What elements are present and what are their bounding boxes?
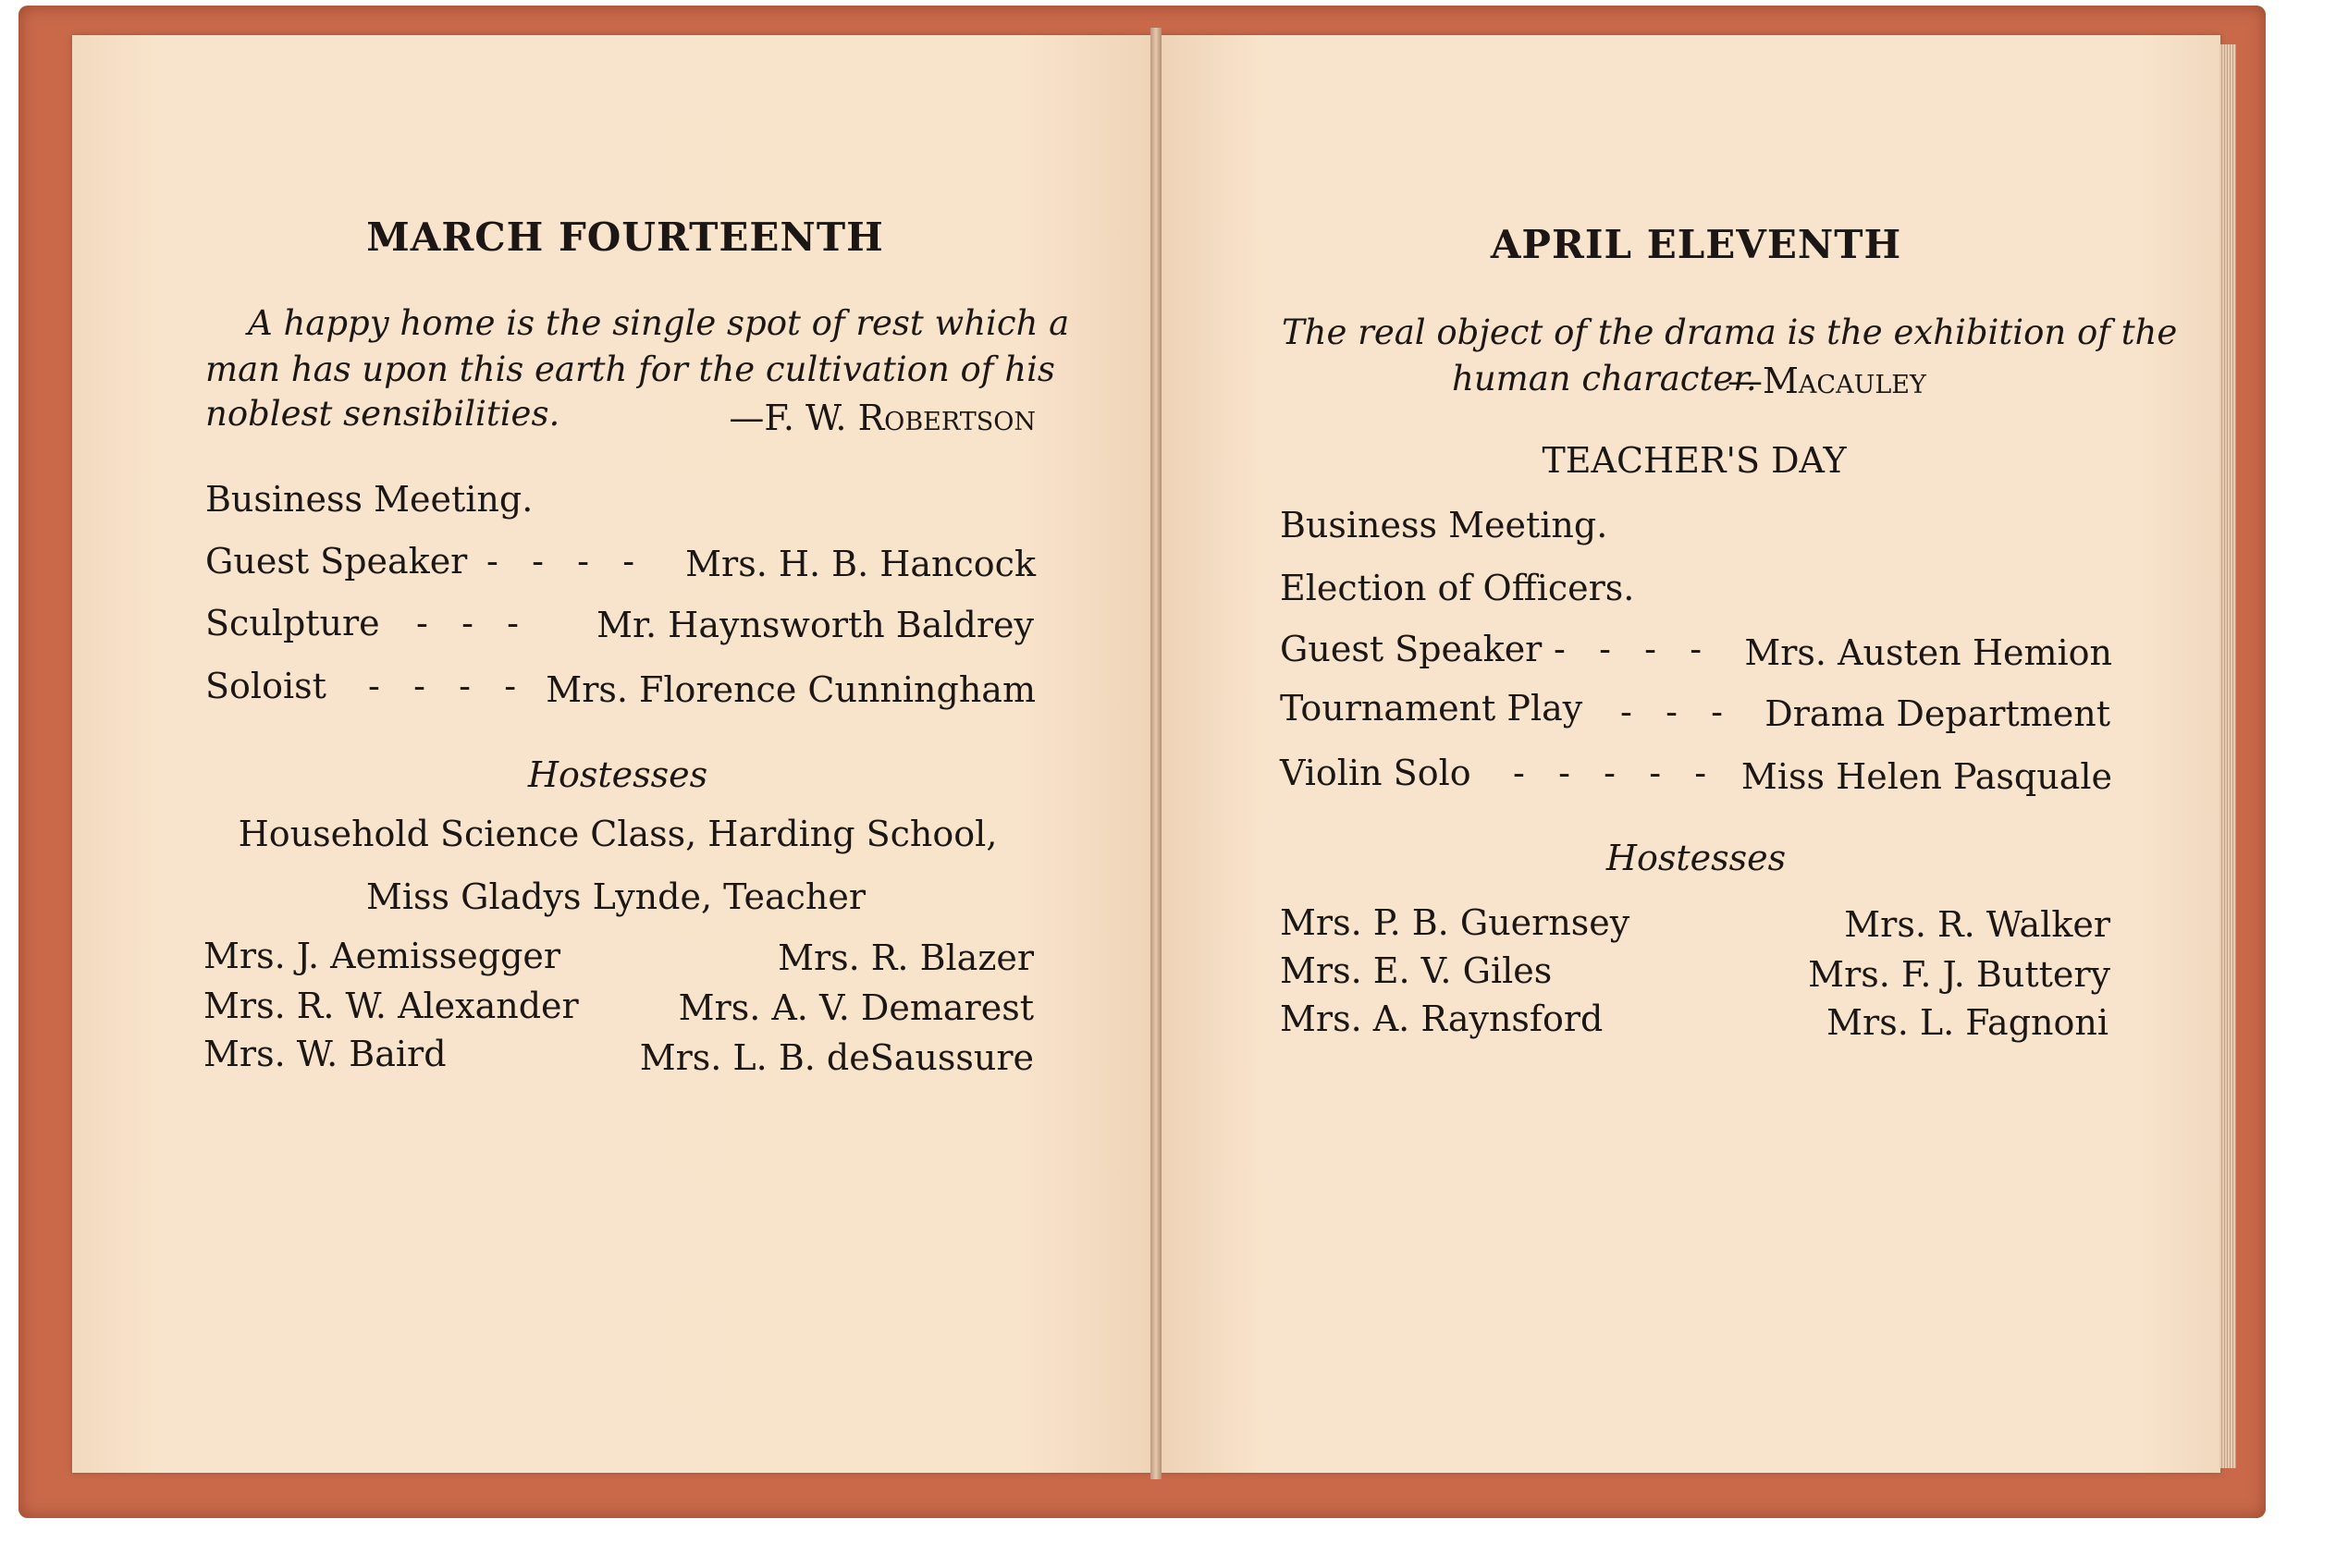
right-hostess-right-3: Mrs. L. Fagnoni xyxy=(1826,1002,2109,1043)
left-program-label-1: Guest Speaker xyxy=(205,541,468,582)
left-hostess-left-3: Mrs. W. Baird xyxy=(203,1034,447,1074)
left-hostesses-heading: Hostesses xyxy=(527,754,708,795)
left-program-dashes-3: - - - - xyxy=(368,666,517,706)
left-business-meeting: Business Meeting. xyxy=(205,479,534,520)
right-hostesses-heading: Hostesses xyxy=(1605,838,1787,878)
left-quote-line-2: man has upon this earth for the cultivation of his xyxy=(205,349,1055,389)
left-program-name-2: Mr. Haynsworth Baldrey xyxy=(596,605,1034,645)
left-hostess-left-1: Mrs. J. Aemissegger xyxy=(203,936,561,976)
right-hostess-left-1: Mrs. P. B. Guernsey xyxy=(1280,902,1630,943)
left-program-dashes-1: - - - - xyxy=(486,541,635,582)
right-program-label-1: Guest Speaker xyxy=(1280,629,1543,669)
right-hostess-left-2: Mrs. E. V. Giles xyxy=(1280,950,1553,991)
right-program-label-3: Violin Solo xyxy=(1280,753,1471,793)
left-quote-author: —F. W. Robertson xyxy=(729,398,1036,438)
left-quote-line-3: noblest sensibilities. xyxy=(205,394,560,434)
left-hostess-left-2: Mrs. R. W. Alexander xyxy=(203,986,579,1026)
right-quote-line-1: The real object of the drama is the exhibition of the xyxy=(1282,312,2178,352)
right-program-dashes-2: - - - xyxy=(1620,692,1723,732)
right-program-name-2: Drama Department xyxy=(1764,693,2110,734)
left-page-title: MARCH FOURTEENTH xyxy=(366,214,884,260)
right-program-label-2: Tournament Play xyxy=(1280,688,1583,729)
right-quote-author: —Macauley xyxy=(1727,361,1926,401)
right-hostess-right-2: Mrs. F. J. Buttery xyxy=(1808,954,2110,995)
left-quote-line-1: A happy home is the single spot of rest which a xyxy=(248,303,1070,343)
right-business-meeting: Business Meeting. xyxy=(1280,505,1608,545)
right-program-dashes-1: - - - - xyxy=(1554,629,1703,669)
left-program-name-3: Mrs. Florence Cunningham xyxy=(546,669,1036,710)
left-hostess-right-2: Mrs. A. V. Demarest xyxy=(678,987,1034,1028)
left-program-label-2: Sculpture xyxy=(205,603,380,643)
right-hostess-right-1: Mrs. R. Walker xyxy=(1844,904,2110,945)
right-program-name-1: Mrs. Austen Hemion xyxy=(1744,632,2112,673)
left-hostess-right-3: Mrs. L. B. deSaussure xyxy=(639,1037,1034,1078)
right-program-dashes-3: - - - - - xyxy=(1513,753,1707,793)
right-program-name-3: Miss Helen Pasquale xyxy=(1740,756,2112,797)
page-edges xyxy=(2219,44,2236,1468)
right-quote-line-2: human character. xyxy=(1452,359,1757,398)
left-hostess-line-1: Household Science Class, Harding School, xyxy=(238,814,998,854)
left-program-label-3: Soloist xyxy=(205,666,326,706)
right-election: Election of Officers. xyxy=(1280,568,1635,608)
left-program-name-1: Mrs. H. B. Hancock xyxy=(685,544,1036,584)
left-hostess-right-1: Mrs. R. Blazer xyxy=(778,937,1034,978)
book-gutter xyxy=(1150,28,1162,1479)
right-hostess-left-3: Mrs. A. Raynsford xyxy=(1280,998,1604,1039)
left-program-dashes-2: - - - xyxy=(416,603,519,643)
left-hostess-line-2: Miss Gladys Lynde, Teacher xyxy=(365,876,867,917)
right-subtitle: TEACHER'S DAY xyxy=(1542,440,1847,481)
right-page-title: APRIL ELEVENTH xyxy=(1490,222,1902,267)
